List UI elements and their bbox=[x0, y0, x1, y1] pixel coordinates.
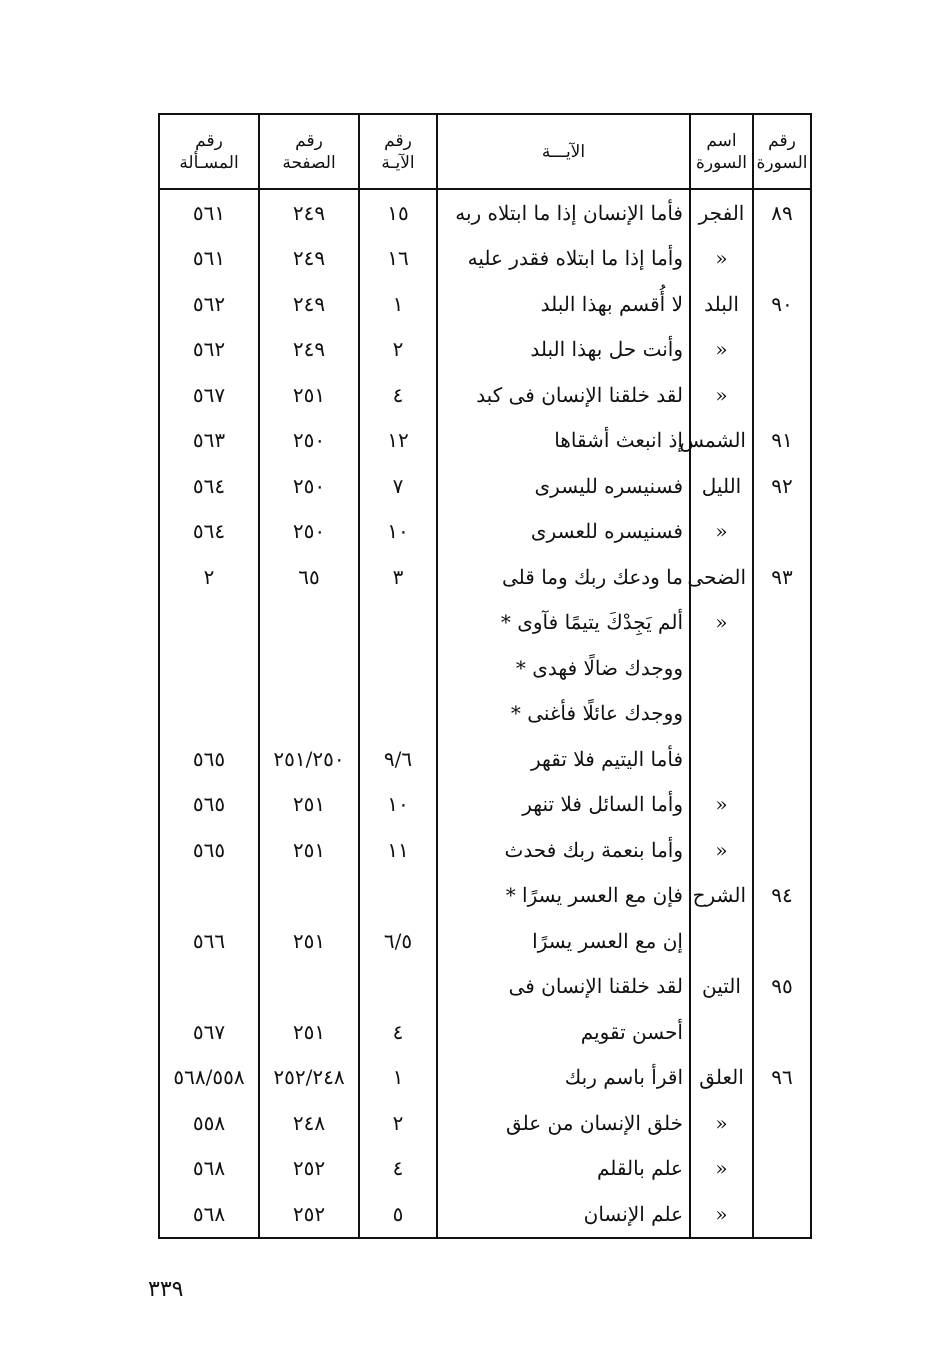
cell-surah-number bbox=[753, 327, 811, 373]
cell-page-number: ٢٤٩ bbox=[259, 327, 359, 373]
cell-ayah-text: علم بالقلم bbox=[437, 1146, 690, 1192]
cell-ayah-text: فأما الإنسان إذا ما ابتلاه ربه bbox=[437, 189, 690, 236]
cell-page-number bbox=[259, 600, 359, 646]
cell-surah-number bbox=[753, 600, 811, 646]
cell-ayah-number: ١٥ bbox=[359, 189, 437, 236]
cell-page-number: ٢٤٩ bbox=[259, 189, 359, 236]
ayah-index-table bbox=[158, 113, 812, 1239]
cell-surah-number: ٩٥ bbox=[753, 964, 811, 1010]
cell-surah-number bbox=[753, 827, 811, 873]
table-row bbox=[159, 645, 811, 691]
cell-ayah-number: ٣ bbox=[359, 554, 437, 600]
cell-issue-number bbox=[159, 645, 259, 691]
table-row bbox=[159, 918, 811, 964]
cell-page-number: ٢٥١/٢٥٠ bbox=[259, 736, 359, 782]
cell-ayah-text: وأما إذا ما ابتلاه فقدر عليه bbox=[437, 236, 690, 282]
cell-issue-number: ٥٦٥ bbox=[159, 782, 259, 828]
table-row bbox=[159, 736, 811, 782]
cell-surah-name: الشرح bbox=[690, 873, 753, 919]
cell-surah-name: « bbox=[690, 509, 753, 555]
table-row bbox=[159, 554, 811, 600]
cell-surah-name bbox=[690, 918, 753, 964]
cell-surah-number bbox=[753, 691, 811, 737]
cell-ayah-number: ١٠ bbox=[359, 509, 437, 555]
cell-issue-number: ٥٦٨ bbox=[159, 1146, 259, 1192]
table-row bbox=[159, 600, 811, 646]
cell-ayah-number: ١٦ bbox=[359, 236, 437, 282]
cell-ayah-number: ١٢ bbox=[359, 418, 437, 464]
cell-issue-number: ٥٦٥ bbox=[159, 736, 259, 782]
cell-ayah-text: فإن مع العسر يسرًا * bbox=[437, 873, 690, 919]
cell-issue-number bbox=[159, 691, 259, 737]
cell-surah-number bbox=[753, 372, 811, 418]
cell-issue-number: ٥٦٨/٥٥٨ bbox=[159, 1055, 259, 1101]
cell-issue-number: ٢ bbox=[159, 554, 259, 600]
cell-page-number: ٢٥١ bbox=[259, 1009, 359, 1055]
cell-surah-number: ٨٩ bbox=[753, 189, 811, 236]
cell-issue-number: ٥٦٤ bbox=[159, 509, 259, 555]
cell-issue-number bbox=[159, 600, 259, 646]
cell-ayah-number: ٧ bbox=[359, 463, 437, 509]
cell-surah-name: الضحى bbox=[690, 554, 753, 600]
cell-ayah-text: إذ انبعث أشقاها bbox=[437, 418, 690, 464]
cell-surah-number bbox=[753, 782, 811, 828]
cell-ayah-number: ٤ bbox=[359, 372, 437, 418]
cell-issue-number: ٥٦٣ bbox=[159, 418, 259, 464]
cell-surah-name bbox=[690, 645, 753, 691]
cell-ayah-number: ٢ bbox=[359, 327, 437, 373]
table-row bbox=[159, 964, 811, 1010]
cell-issue-number: ٥٦٧ bbox=[159, 1009, 259, 1055]
table-row bbox=[159, 873, 811, 919]
cell-ayah-number bbox=[359, 691, 437, 737]
cell-page-number: ٢٤٩ bbox=[259, 236, 359, 282]
cell-page-number bbox=[259, 645, 359, 691]
cell-surah-number bbox=[753, 918, 811, 964]
cell-page-number: ٢٥٠ bbox=[259, 509, 359, 555]
cell-surah-name: « bbox=[690, 372, 753, 418]
cell-surah-number: ٩٢ bbox=[753, 463, 811, 509]
cell-ayah-text: وأما بنعمة ربك فحدث bbox=[437, 827, 690, 873]
cell-page-number: ٦٥ bbox=[259, 554, 359, 600]
cell-issue-number bbox=[159, 964, 259, 1010]
header-ayah-text: الآيـــة bbox=[437, 114, 690, 189]
cell-surah-name: الشمس bbox=[690, 418, 753, 464]
cell-ayah-number: ١ bbox=[359, 1055, 437, 1101]
cell-ayah-text: أحسن تقويم bbox=[437, 1009, 690, 1055]
cell-issue-number: ٥٥٨ bbox=[159, 1100, 259, 1146]
cell-surah-name bbox=[690, 1009, 753, 1055]
cell-ayah-text: لقد خلقنا الإنسان فى كبد bbox=[437, 372, 690, 418]
cell-surah-name: « bbox=[690, 236, 753, 282]
cell-ayah-number: ١١ bbox=[359, 827, 437, 873]
table-row bbox=[159, 463, 811, 509]
cell-surah-name: « bbox=[690, 1100, 753, 1146]
cell-page-number: ٢٤٩ bbox=[259, 281, 359, 327]
table-row bbox=[159, 1100, 811, 1146]
cell-surah-number bbox=[753, 236, 811, 282]
table-row bbox=[159, 189, 811, 236]
cell-page-number: ٢٥٢/٢٤٨ bbox=[259, 1055, 359, 1101]
cell-ayah-text: إن مع العسر يسرًا bbox=[437, 918, 690, 964]
cell-ayah-text: فسنيسره لليسرى bbox=[437, 463, 690, 509]
cell-issue-number: ٥٦١ bbox=[159, 236, 259, 282]
cell-issue-number: ٥٦٢ bbox=[159, 281, 259, 327]
cell-ayah-number bbox=[359, 964, 437, 1010]
cell-ayah-text: وأما السائل فلا تنهر bbox=[437, 782, 690, 828]
cell-ayah-text: لا أُقسم بهذا البلد bbox=[437, 281, 690, 327]
cell-surah-name: « bbox=[690, 1146, 753, 1192]
cell-surah-number: ٩٠ bbox=[753, 281, 811, 327]
cell-surah-name: « bbox=[690, 600, 753, 646]
cell-issue-number: ٥٦٥ bbox=[159, 827, 259, 873]
table-row bbox=[159, 827, 811, 873]
cell-ayah-number bbox=[359, 600, 437, 646]
cell-page-number bbox=[259, 691, 359, 737]
cell-page-number: ٢٥٢ bbox=[259, 1191, 359, 1238]
table-row bbox=[159, 281, 811, 327]
table-row bbox=[159, 372, 811, 418]
cell-ayah-number: ٤ bbox=[359, 1009, 437, 1055]
cell-surah-name: « bbox=[690, 782, 753, 828]
header-surah-name: اسم السورة bbox=[690, 114, 753, 189]
table-row bbox=[159, 327, 811, 373]
cell-ayah-number: ٩/٦ bbox=[359, 736, 437, 782]
cell-issue-number: ٥٦٢ bbox=[159, 327, 259, 373]
cell-ayah-text: ووجدك ضالًا فهدى * bbox=[437, 645, 690, 691]
cell-surah-name: الليل bbox=[690, 463, 753, 509]
cell-issue-number: ٥٦٨ bbox=[159, 1191, 259, 1238]
table-header-row bbox=[159, 114, 811, 189]
cell-surah-name: العلق bbox=[690, 1055, 753, 1101]
table-row bbox=[159, 418, 811, 464]
header-surah-number: رقم السورة bbox=[753, 114, 811, 189]
cell-ayah-text: لقد خلقنا الإنسان فى bbox=[437, 964, 690, 1010]
cell-page-number: ٢٥٠ bbox=[259, 463, 359, 509]
cell-surah-number bbox=[753, 509, 811, 555]
cell-ayah-text: خلق الإنسان من علق bbox=[437, 1100, 690, 1146]
header-ayah-number: رقم الآيـة bbox=[359, 114, 437, 189]
cell-ayah-number: ٥ bbox=[359, 1191, 437, 1238]
cell-ayah-text: اقرأ باسم ربك bbox=[437, 1055, 690, 1101]
cell-surah-number bbox=[753, 1146, 811, 1192]
table-row bbox=[159, 1146, 811, 1192]
cell-page-number: ٢٥١ bbox=[259, 918, 359, 964]
cell-ayah-text: فسنيسره للعسرى bbox=[437, 509, 690, 555]
cell-page-number: ٢٥١ bbox=[259, 372, 359, 418]
cell-ayah-number: ٢ bbox=[359, 1100, 437, 1146]
cell-surah-number bbox=[753, 1100, 811, 1146]
cell-surah-name: الفجر bbox=[690, 189, 753, 236]
cell-issue-number: ٥٦٧ bbox=[159, 372, 259, 418]
cell-surah-number bbox=[753, 1191, 811, 1238]
cell-surah-name: « bbox=[690, 327, 753, 373]
cell-surah-name: البلد bbox=[690, 281, 753, 327]
cell-ayah-text: ووجدك عائلًا فأغنى * bbox=[437, 691, 690, 737]
cell-page-number: ٢٥٠ bbox=[259, 418, 359, 464]
table-row bbox=[159, 691, 811, 737]
cell-ayah-text: ألم يَجِدْكَ يتيمًا فآوى * bbox=[437, 600, 690, 646]
cell-surah-number bbox=[753, 1009, 811, 1055]
table-row bbox=[159, 1055, 811, 1101]
cell-surah-name bbox=[690, 736, 753, 782]
cell-ayah-number: ٦/٥ bbox=[359, 918, 437, 964]
cell-surah-number: ٩٦ bbox=[753, 1055, 811, 1101]
table-row bbox=[159, 236, 811, 282]
cell-surah-number: ٩١ bbox=[753, 418, 811, 464]
cell-ayah-text: فأما اليتيم فلا تقهر bbox=[437, 736, 690, 782]
table-row bbox=[159, 1191, 811, 1238]
cell-surah-name bbox=[690, 691, 753, 737]
table-row bbox=[159, 1009, 811, 1055]
cell-page-number: ٢٥١ bbox=[259, 827, 359, 873]
cell-page-number: ٢٤٨ bbox=[259, 1100, 359, 1146]
cell-surah-number: ٩٤ bbox=[753, 873, 811, 919]
cell-surah-number bbox=[753, 736, 811, 782]
cell-surah-name: التين bbox=[690, 964, 753, 1010]
cell-ayah-text: ما ودعك ربك وما قلى bbox=[437, 554, 690, 600]
cell-issue-number: ٥٦٤ bbox=[159, 463, 259, 509]
cell-page-number: ٢٥١ bbox=[259, 782, 359, 828]
cell-surah-name: « bbox=[690, 1191, 753, 1238]
cell-ayah-text: علم الإنسان bbox=[437, 1191, 690, 1238]
cell-surah-number: ٩٣ bbox=[753, 554, 811, 600]
cell-ayah-number bbox=[359, 645, 437, 691]
cell-ayah-number: ١٠ bbox=[359, 782, 437, 828]
header-page-number: رقم الصفحة bbox=[259, 114, 359, 189]
table-row bbox=[159, 509, 811, 555]
cell-page-number: ٢٥٢ bbox=[259, 1146, 359, 1192]
header-issue-number: رقم المسـألة bbox=[159, 114, 259, 189]
page-number: ٣٣٩ bbox=[148, 1277, 184, 1302]
cell-issue-number: ٥٦١ bbox=[159, 189, 259, 236]
cell-page-number bbox=[259, 964, 359, 1010]
cell-surah-number bbox=[753, 645, 811, 691]
cell-page-number bbox=[259, 873, 359, 919]
cell-surah-name: « bbox=[690, 827, 753, 873]
cell-issue-number bbox=[159, 873, 259, 919]
cell-ayah-number: ١ bbox=[359, 281, 437, 327]
cell-ayah-number bbox=[359, 873, 437, 919]
cell-issue-number: ٥٦٦ bbox=[159, 918, 259, 964]
cell-ayah-text: وأنت حل بهذا البلد bbox=[437, 327, 690, 373]
table-row bbox=[159, 782, 811, 828]
cell-ayah-number: ٤ bbox=[359, 1146, 437, 1192]
